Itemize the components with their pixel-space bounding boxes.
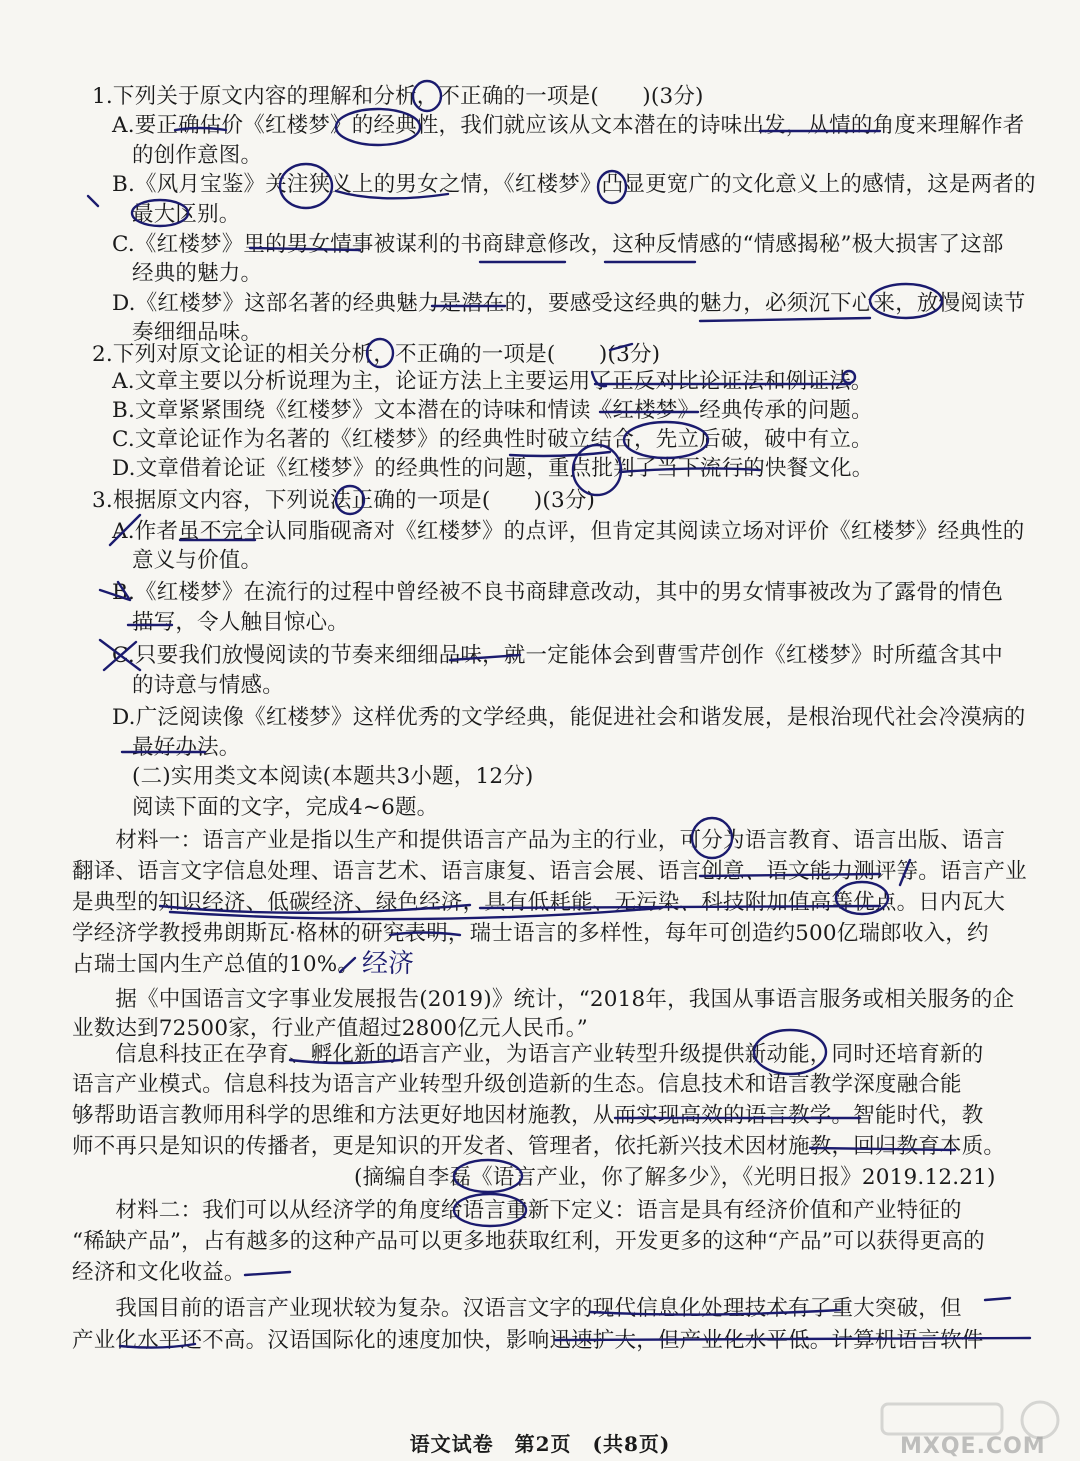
material-1-line: 据《中国语言文字事业发展报告(2019)》统计，“2018年，我国从事语言服务或相关服务的企: [72, 987, 1015, 1012]
question-3-option-b-cont: 描写，令人触目惊心。: [132, 610, 350, 635]
material-2-line: “稀缺产品”，占有越多的这种产品可以更多地获取红利，开发更多的这种“产品”可以获得更高的: [72, 1229, 985, 1254]
question-2-option-b: B.文章紧紧围绕《红楼梦》文本潜在的诗味和情读《红楼梦》经典传承的问题。: [112, 398, 873, 423]
handwritten-note: 经济: [362, 949, 415, 979]
question-3-option-d: D.广泛阅读像《红楼梦》这样优秀的文学经典，能促进社会和谐发展，是根治现代社会冷漠病的: [112, 705, 1026, 730]
section-2-instruction: 阅读下面的文字，完成4~6题。: [132, 795, 439, 820]
question-2-stem: 2.下列对原文论证的相关分析，不正确的一项是( )(3分): [92, 342, 661, 367]
question-3-option-c-cont: 的诗意与情感。: [132, 673, 284, 698]
material-2-line: 经济和文化收益。: [72, 1260, 246, 1285]
material-1-source: (摘编自李磊《语言产业，你了解多少》，《光明日报》2019.12.21): [354, 1165, 996, 1190]
question-3-option-b: B.《红楼梦》在流行的过程中曾经被不良书商肆意改动，其中的男女情事被改为了露骨的情色: [112, 580, 1004, 605]
question-3-option-a-cont: 意义与价值。: [132, 548, 263, 573]
watermark: MXQE.COM: [900, 1434, 1046, 1459]
question-3-stem: 3.根据原文内容，下列说法正确的一项是( )(3分): [92, 488, 596, 513]
material-1-line: 学经济学教授弗朗斯瓦·格林的研究表明，瑞士语言的多样性，每年可创造约500亿瑞郎收入，约: [72, 921, 989, 946]
material-2-line: 我国目前的语言产业现状较为复杂。汉语言文字的现代信息化处理技术有了重大突破，但: [72, 1296, 962, 1321]
underline-mark: [985, 1298, 1010, 1300]
question-3-option-c: C.只要我们放慢阅读的节奏来细细品味，就一定能体会到曹雪芹创作《红楼梦》时所蕴含其中: [112, 643, 1003, 668]
question-1-option-a-cont: 的创作意图。: [132, 143, 263, 168]
question-1-stem: 1.下列关于原文内容的理解和分析，不正确的一项是( )(3分): [92, 84, 704, 109]
margin-mark: [88, 196, 98, 206]
material-1-line: 是典型的知识经济、低碳经济、绿色经济，具有低耗能、无污染、科技附加值高等优点。日内瓦大: [72, 890, 1006, 915]
section-2-heading: (二)实用类文本阅读(本题共3小题，12分): [132, 764, 534, 789]
question-1-option-b-cont: 最大区别。: [132, 202, 241, 227]
material-2-line: 产业化水平还不高。汉语国际化的速度加快，影响迅速扩大，但产业化水平低。计算机语言软件: [72, 1328, 984, 1353]
watermark-logo: [880, 1398, 1070, 1456]
material-1-line: 信息科技正在孕育、孵化新的语言产业，为语言产业转型升级提供新动能，同时还培育新的: [72, 1042, 984, 1067]
question-3-option-a: A.作者虽不完全认同脂砚斋对《红楼梦》的点评，但肯定其阅读立场对评价《红楼梦》经典性的: [112, 519, 1025, 544]
material-1-line: 师不再只是知识的传播者，更是知识的开发者、管理者，依托新兴技术因材施教，回归教育本质。: [72, 1134, 1006, 1159]
question-2-option-a: A.文章主要以分析说理为主，论证方法上主要运用了正反对比论证法和例证法。: [112, 369, 873, 394]
question-1-option-c-cont: 经典的魅力。: [132, 261, 263, 286]
material-1-line: 材料一：语言产业是指以生产和提供语言产品为主的行业，可分为语言教育、语言出版、语言: [72, 828, 1006, 853]
material-1-line: 语言产业模式。信息科技为语言产业转型升级创造新的生态。信息技术和语言教学深度融合能: [72, 1072, 962, 1097]
question-2-option-c: C.文章论证作为名著的《红楼梦》的经典性时破立结合，先立后破，破中有立。: [112, 427, 873, 452]
question-1-option-c: C.《红楼梦》里的男女情事被谋利的书商肆意修改，这种反情感的“情感揭秘”极大损害了这部: [112, 232, 1004, 257]
question-1-option-d: D.《红楼梦》这部名著的经典魅力是潜在的，要感受这经典的魅力，必须沉下心来，放慢阅读节: [112, 291, 1026, 316]
underline-mark: [245, 1272, 290, 1275]
question-2-option-d: D.文章借着论证《红楼梦》的经典性的问题，重点批判了当下流行的快餐文化。: [112, 456, 874, 481]
material-2-line: 材料二：我们可以从经济学的角度给语言重新下定义：语言是具有经济价值和产业特征的: [72, 1198, 962, 1223]
question-1-option-a: A.要正确估价《红楼梦》的经典性，我们就应该从文本潜在的诗味出发，从情的角度来理解作者: [112, 113, 1025, 138]
page-footer: 语文试卷 第2页 (共8页): [409, 1432, 671, 1456]
question-1-option-b: B.《风月宝鉴》关注狭义上的男女之情，《红楼梦》凸显更宽广的文化意义上的感情，这是两者的: [112, 172, 1036, 197]
question-1-option-d-cont: 奏细细品味。: [132, 320, 263, 345]
question-3-option-d-cont: 最好办法。: [132, 735, 241, 760]
material-1-line: 翻译、语言文字信息处理、语言艺术、语言康复、语言会展、语言创意、语文能力测评等。语言产业: [72, 859, 1027, 884]
material-1-line: 业数达到72500家，行业产值超过2800亿元人民币。”: [72, 1016, 588, 1041]
material-1-line: 占瑞士国内生产总值的10%。: [72, 952, 360, 977]
material-1-line: 够帮助语言教师用科学的思维和方法更好地因材施教，从而实现高效的语言教学。智能时代，教: [72, 1103, 984, 1128]
